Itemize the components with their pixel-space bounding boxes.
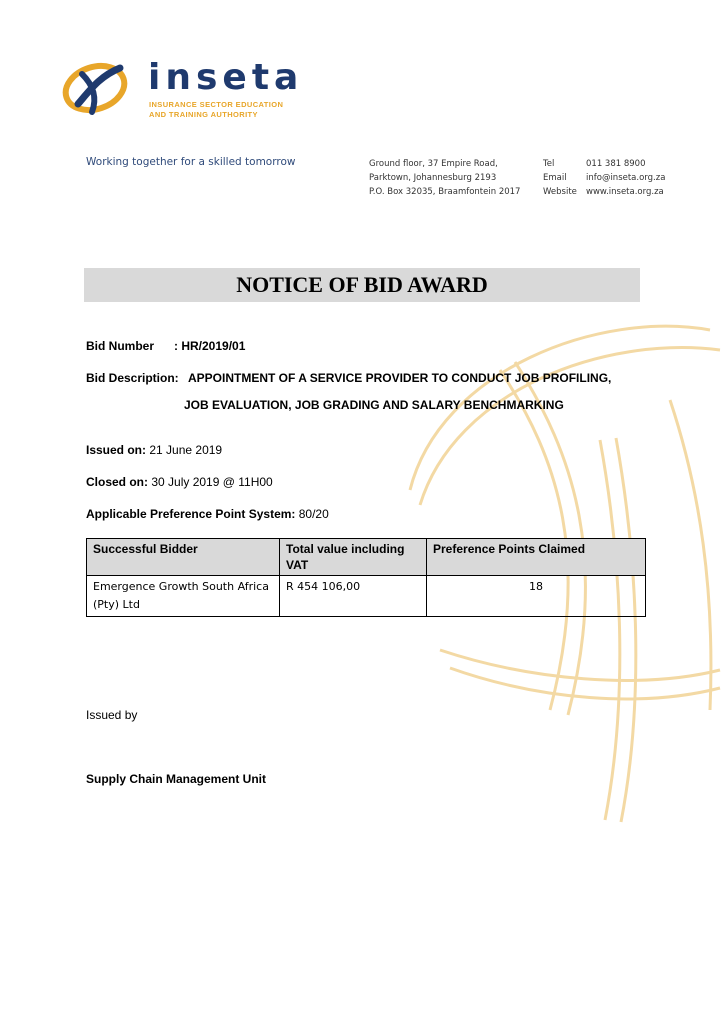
header-successful-bidder: Successful Bidder [87,539,280,576]
brand-subtitle-line1: INSURANCE SECTOR EDUCATION [149,100,284,109]
brand-name: inseta [148,57,304,98]
issued-on-label: Issued on: [86,443,147,457]
header-total-value: Total value including VAT [280,539,427,576]
preference-value: 80/20 [298,507,329,521]
closed-on [86,474,273,490]
bid-description-line2: JOB EVALUATION, JOB GRADING AND SALARY BENCHMARKING [184,398,564,412]
issued-on-value: 21 June 2019 [149,443,223,457]
cell-total-value: R 454 106,00 [280,576,427,617]
brand-tagline: Working together for a skilled tomorrow [86,156,296,168]
bid-number-value: : HR/2019/01 [174,339,246,353]
table-header-row [87,539,646,576]
contact-details [543,157,665,199]
brand-subtitle [149,100,283,120]
preference-point-system [86,506,329,522]
website-value[interactable]: www.inseta.org.za [586,187,664,197]
address-line2: Parktown, Johannesburg 2193 [369,173,497,183]
email-value[interactable]: info@inseta.org.za [586,173,666,183]
bid-number-label: Bid Number [86,339,155,353]
email-label: Email [543,173,567,183]
tel-value: 011 381 8900 [586,159,646,169]
award-table [86,538,646,617]
preference-label: Applicable Preference Point System: [86,507,296,521]
issued-by: Issued by [86,708,138,722]
closed-on-value: 30 July 2019 @ 11H00 [151,475,273,489]
tel-label: Tel [543,159,555,169]
table-row [87,576,646,617]
cell-bidder: Emergence Growth South Africa (Pty) Ltd [87,576,280,617]
issued-on [86,442,222,458]
brand-subtitle-line2: AND TRAINING AUTHORITY [149,110,258,119]
inseta-logo-icon [62,60,132,116]
header-preference-points: Preference Points Claimed [427,539,646,576]
website-label: Website [543,187,577,197]
cell-preference-points: 18 [427,576,646,617]
postal-address [369,157,520,199]
address-line1: Ground floor, 37 Empire Road, [369,159,498,169]
closed-on-label: Closed on: [86,475,148,489]
issuing-unit: Supply Chain Management Unit [86,772,267,786]
bid-description-line1: APPOINTMENT OF A SERVICE PROVIDER TO CONDUCT JOB PROFILING, [188,371,612,385]
bid-description-label: Bid Description: [86,371,179,385]
page-title: NOTICE OF BID AWARD [236,272,488,297]
address-line3: P.O. Box 32035, Braamfontein 2017 [369,187,521,197]
